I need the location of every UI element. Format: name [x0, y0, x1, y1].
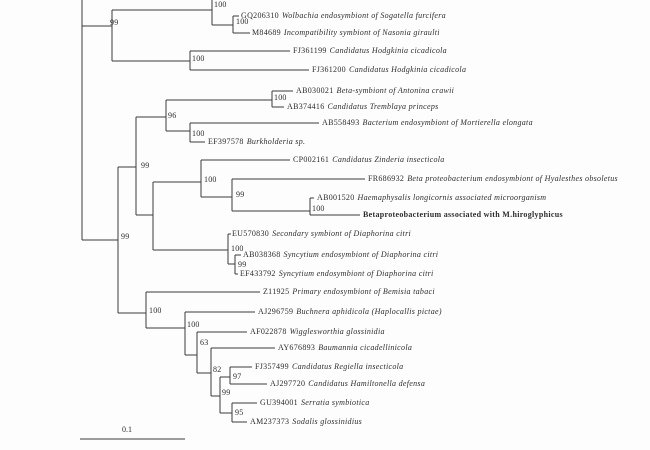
taxon-label: [243, 251, 438, 259]
taxon-name: Primary endosymbiont of Bemisia tabaci: [292, 287, 435, 296]
taxon-label: [317, 194, 546, 202]
taxon-label: [241, 12, 446, 20]
taxon-name: Bacterium endosymbiont of Mortierella elongata: [362, 118, 533, 127]
taxon-name: Candidatus Hodgkinia cicadicola: [348, 65, 467, 74]
taxon-label: [255, 363, 403, 371]
bootstrap-value: 97: [233, 372, 242, 381]
bootstrap-value: 82: [213, 365, 222, 374]
taxon-name: Wolbachia endosymbiont of Sogatella furcifera: [281, 11, 446, 20]
taxon-accession: AB001520: [317, 193, 355, 202]
taxon-name: Candidatus Tremblaya princeps: [327, 102, 439, 111]
taxon-name: Sodalis glossinidius: [292, 417, 363, 426]
taxon-name: Buchnera aphidicola (Haplocallis pictae): [296, 307, 442, 316]
bootstrap-value: 63: [200, 338, 209, 347]
taxon-name: Candidatus Regiella insecticola: [291, 362, 404, 371]
bootstrap-value: 100: [187, 320, 200, 329]
taxon-accession: AY676893: [278, 343, 316, 352]
taxon-accession: FJ361199: [293, 46, 327, 55]
taxon-name: Wigglesworthia glossinidia: [289, 327, 385, 336]
taxon-label: [250, 328, 385, 336]
taxon-label: [312, 66, 466, 74]
taxon-name: Haemaphysalis longicornis associated microorganism: [357, 193, 547, 202]
taxon-name: Candidatus Hamiltonella defensa: [308, 379, 426, 388]
bootstrap-value: 99: [236, 190, 245, 199]
taxon-name: Secondary symbiont of Diaphorina citri: [272, 229, 412, 238]
bootstrap-value: 100: [312, 204, 325, 213]
bootstrap-value: 100: [204, 175, 217, 184]
taxon-accession: EF397578: [208, 137, 244, 146]
taxon-label: [232, 230, 411, 238]
taxon-name: Beta-symbiont of Antonina crawii: [336, 86, 455, 95]
taxon-label: [258, 308, 442, 316]
taxon-label: [287, 103, 439, 111]
taxon-label: [270, 380, 425, 388]
taxon-accession: CP002161: [293, 155, 330, 164]
taxon-label: [263, 288, 435, 296]
taxon-accession: EU570830: [232, 229, 270, 238]
taxon-label: [252, 29, 440, 37]
bootstrap-value: 99: [110, 18, 119, 27]
taxon-accession: M84689: [252, 28, 281, 37]
taxon-label: [293, 47, 447, 55]
scale-bar-label: 0.1: [122, 425, 132, 434]
taxon-accession: AB038368: [243, 250, 281, 259]
taxon-name: Syncytium endosymbiont of Diaphorina citri: [283, 250, 439, 259]
taxon-accession: AB374416: [287, 102, 325, 111]
taxon-accession: EF433792: [240, 269, 276, 278]
taxon-label: [250, 418, 362, 426]
taxon-label: [240, 270, 434, 278]
bootstrap-value: 99: [141, 161, 150, 170]
taxon-accession: GU394001: [260, 398, 298, 407]
taxon-label: [296, 87, 454, 95]
bootstrap-value: 99: [238, 260, 247, 269]
taxon-accession: Z11925: [263, 287, 290, 296]
taxon-accession: FJ357499: [255, 362, 289, 371]
taxon-label-highlighted: [363, 211, 563, 219]
bootstrap-value: 99: [222, 388, 231, 397]
taxon-name: Burkholderia sp.: [246, 137, 306, 146]
taxon-accession: FJ361200: [312, 65, 346, 74]
bootstrap-value: 100: [149, 306, 162, 315]
bootstrap-value: 99: [121, 232, 130, 241]
taxon-label: [322, 119, 533, 127]
taxon-name: Beta proteobacterium endosymbiont of Hyalesthes obsoletus: [407, 174, 618, 183]
taxon-name: Serratia symbiotica: [300, 398, 370, 407]
bootstrap-value: 100: [231, 244, 244, 253]
bootstrap-value: 100: [192, 129, 205, 138]
taxon-accession: AM237373: [250, 417, 290, 426]
taxon-accession: GQ206310: [241, 11, 279, 20]
taxon-name: Betaproteobacterium associated with M.hiroglyphicus: [363, 210, 563, 219]
bootstrap-value: 95: [235, 408, 244, 417]
taxon-accession: AJ297720: [270, 379, 306, 388]
taxon-name: Syncytium endosymbiont of Diaphorina citri: [278, 269, 434, 278]
taxon-name: Incompatibility symbiont of Nasonia giraulti: [283, 28, 440, 37]
taxon-label: [368, 175, 618, 183]
taxon-name: Candidatus Hodgkinia cicadicola: [329, 46, 447, 55]
bootstrap-value: 100: [274, 93, 287, 102]
taxon-label: [208, 138, 305, 146]
taxon-label: [293, 156, 445, 164]
bootstrap-value: 100: [192, 54, 205, 63]
taxon-name: Baumannia cicadellinicola: [318, 343, 413, 352]
taxon-accession: AB030021: [296, 86, 334, 95]
taxon-name: Candidatus Zinderia insecticola: [332, 155, 445, 164]
taxon-label: [260, 399, 370, 407]
taxon-accession: AF022878: [250, 327, 287, 336]
bootstrap-value: 96: [168, 111, 177, 120]
bootstrap-value: 100: [236, 17, 249, 26]
taxon-accession: AB558493: [322, 118, 360, 127]
bootstrap-value: 100: [214, 0, 227, 9]
taxon-label: [278, 344, 412, 352]
taxon-accession: FR686932: [368, 174, 405, 183]
taxon-accession: AJ296759: [258, 307, 294, 316]
